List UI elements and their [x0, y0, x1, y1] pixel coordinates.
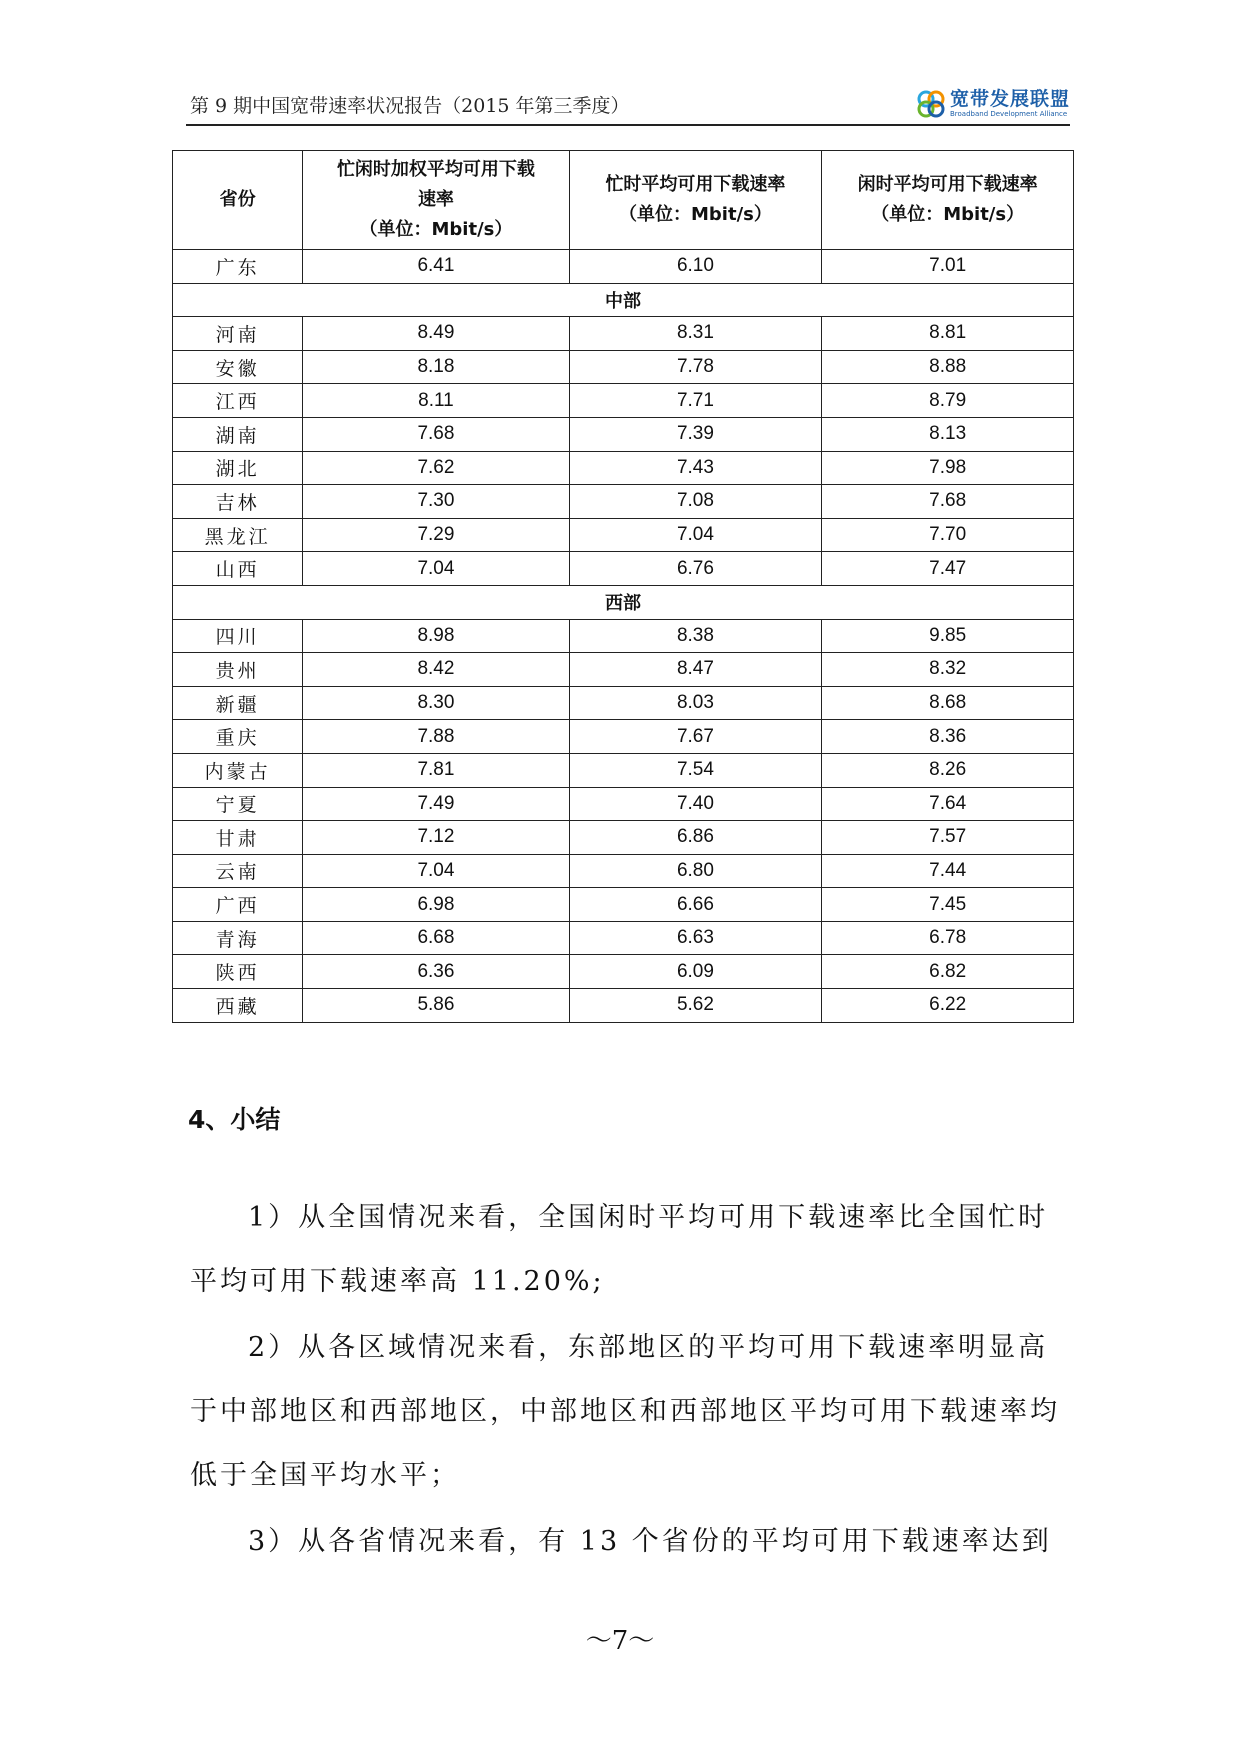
province-cell: 河南	[173, 317, 303, 351]
weighted-speed-cell: 7.88	[303, 720, 569, 754]
idle-speed-cell: 9.85	[822, 619, 1074, 653]
province-cell: 四川	[173, 619, 303, 653]
weighted-speed-cell: 8.30	[303, 686, 569, 720]
idle-speed-cell: 8.26	[822, 753, 1074, 787]
logo-english-name: Broadband Development Alliance	[949, 110, 1068, 118]
table-row	[173, 921, 1074, 955]
weighted-speed-cell: 8.42	[303, 653, 569, 687]
weighted-speed-cell: 7.04	[303, 854, 569, 888]
province-cell: 甘肃	[173, 821, 303, 855]
busy-speed-cell: 8.47	[569, 653, 822, 687]
idle-speed-cell: 7.98	[822, 451, 1074, 485]
idle-speed-cell: 6.78	[822, 921, 1074, 955]
busy-speed-cell: 6.10	[569, 250, 822, 284]
table-row	[173, 518, 1074, 552]
table-header-row	[173, 151, 1074, 250]
province-cell: 陕西	[173, 955, 303, 989]
table-row	[173, 250, 1074, 284]
region-label: 中部	[173, 283, 1074, 317]
weighted-speed-cell: 7.30	[303, 485, 569, 519]
idle-speed-cell: 7.70	[822, 518, 1074, 552]
weighted-speed-cell: 7.29	[303, 518, 569, 552]
province-cell: 内蒙古	[173, 753, 303, 787]
page-number: ～7～	[585, 1626, 655, 1656]
busy-speed-cell: 6.76	[569, 552, 822, 586]
idle-speed-cell: 8.32	[822, 653, 1074, 687]
table-row	[173, 350, 1074, 384]
idle-speed-cell: 7.45	[822, 888, 1074, 922]
table-row	[173, 417, 1074, 451]
weighted-speed-cell: 7.49	[303, 787, 569, 821]
table-row	[173, 485, 1074, 519]
table-row	[173, 787, 1074, 821]
table-row	[173, 720, 1074, 754]
column-header-idle: 闲时平均可用下载速率 （单位：Mbit/s）	[822, 151, 1074, 250]
weighted-speed-cell: 8.98	[303, 619, 569, 653]
busy-speed-cell: 7.78	[569, 350, 822, 384]
province-cell: 湖南	[173, 417, 303, 451]
weighted-speed-cell: 7.68	[303, 417, 569, 451]
busy-speed-cell: 7.67	[569, 720, 822, 754]
table-row	[173, 854, 1074, 888]
idle-speed-cell: 8.36	[822, 720, 1074, 754]
table-row	[173, 653, 1074, 687]
busy-speed-cell: 6.63	[569, 921, 822, 955]
weighted-speed-cell: 7.62	[303, 451, 569, 485]
region-row	[173, 585, 1074, 619]
weighted-speed-cell: 6.68	[303, 921, 569, 955]
table-row	[173, 384, 1074, 418]
busy-speed-cell: 7.39	[569, 417, 822, 451]
busy-speed-cell: 7.04	[569, 518, 822, 552]
table-row	[173, 619, 1074, 653]
busy-speed-cell: 6.80	[569, 854, 822, 888]
weighted-speed-cell: 7.12	[303, 821, 569, 855]
busy-speed-cell: 5.62	[569, 989, 822, 1023]
busy-speed-cell: 6.09	[569, 955, 822, 989]
busy-speed-cell: 7.71	[569, 384, 822, 418]
busy-speed-cell: 7.08	[569, 485, 822, 519]
busy-speed-cell: 8.03	[569, 686, 822, 720]
idle-speed-cell: 8.13	[822, 417, 1074, 451]
idle-speed-cell: 7.47	[822, 552, 1074, 586]
table-row	[173, 686, 1074, 720]
province-cell: 贵州	[173, 653, 303, 687]
busy-speed-cell: 6.66	[569, 888, 822, 922]
weighted-speed-cell: 6.41	[303, 250, 569, 284]
busy-speed-cell: 7.40	[569, 787, 822, 821]
province-cell: 新疆	[173, 686, 303, 720]
idle-speed-cell: 8.68	[822, 686, 1074, 720]
idle-speed-cell: 7.64	[822, 787, 1074, 821]
idle-speed-cell: 6.22	[822, 989, 1074, 1023]
weighted-speed-cell: 8.18	[303, 350, 569, 384]
weighted-speed-cell: 6.98	[303, 888, 569, 922]
table-row	[173, 955, 1074, 989]
section-title: 4、小结	[188, 1105, 281, 1134]
province-cell: 广西	[173, 888, 303, 922]
busy-speed-cell: 8.38	[569, 619, 822, 653]
province-cell: 江西	[173, 384, 303, 418]
province-cell: 西藏	[173, 989, 303, 1023]
busy-speed-cell: 8.31	[569, 317, 822, 351]
province-cell: 云南	[173, 854, 303, 888]
idle-speed-cell: 7.68	[822, 485, 1074, 519]
summary-paragraph-2: 2）从各区域情况来看，东部地区的平均可用下载速率明显高于中部地区和西部地区，中部地区和西部地区平均可用下载速率均低于全国平均水平；	[190, 1332, 1060, 1491]
busy-speed-cell: 7.54	[569, 753, 822, 787]
table-row	[173, 317, 1074, 351]
province-cell: 广东	[173, 250, 303, 284]
table-body	[173, 250, 1074, 1023]
speed-table	[172, 150, 1074, 1023]
table-row	[173, 753, 1074, 787]
summary-paragraph-1: 1）从全国情况来看，全国闲时平均可用下载速率比全国忙时平均可用下载速率高 11.20%;	[190, 1202, 1049, 1297]
column-header-busy: 忙时平均可用下载速率 （单位：Mbit/s）	[569, 151, 822, 250]
idle-speed-cell: 8.88	[822, 350, 1074, 384]
idle-speed-cell: 8.79	[822, 384, 1074, 418]
page-header	[186, 90, 1070, 126]
column-header-province: 省份	[173, 151, 303, 250]
idle-speed-cell: 8.81	[822, 317, 1074, 351]
idle-speed-cell: 7.57	[822, 821, 1074, 855]
column-header-weighted: 忙闲时加权平均可用下载 速率 （单位：Mbit/s）	[303, 151, 569, 250]
idle-speed-cell: 6.82	[822, 955, 1074, 989]
report-title: 第 9 期中国宽带速率状况报告（2015 年第三季度）	[190, 95, 630, 117]
busy-speed-cell: 6.86	[569, 821, 822, 855]
alliance-logo-icon	[916, 89, 946, 119]
table-row	[173, 888, 1074, 922]
table-row	[173, 821, 1074, 855]
region-row	[173, 283, 1074, 317]
weighted-speed-cell: 5.86	[303, 989, 569, 1023]
weighted-speed-cell: 8.49	[303, 317, 569, 351]
province-cell: 重庆	[173, 720, 303, 754]
weighted-speed-cell: 6.36	[303, 955, 569, 989]
province-cell: 吉林	[173, 485, 303, 519]
table-row	[173, 451, 1074, 485]
logo-chinese-name: 宽带发展联盟	[949, 88, 1070, 110]
province-cell: 山西	[173, 552, 303, 586]
table-row	[173, 989, 1074, 1023]
region-label: 西部	[173, 585, 1074, 619]
province-cell: 黑龙江	[173, 518, 303, 552]
summary-paragraph-3: 3）从各省情况来看，有 13 个省份的平均可用下载速率达到	[248, 1526, 1052, 1557]
busy-speed-cell: 7.43	[569, 451, 822, 485]
province-cell: 宁夏	[173, 787, 303, 821]
province-cell: 湖北	[173, 451, 303, 485]
weighted-speed-cell: 7.04	[303, 552, 569, 586]
idle-speed-cell: 7.01	[822, 250, 1074, 284]
province-cell: 青海	[173, 921, 303, 955]
weighted-speed-cell: 8.11	[303, 384, 569, 418]
weighted-speed-cell: 7.81	[303, 753, 569, 787]
province-cell: 安徽	[173, 350, 303, 384]
alliance-logo	[916, 88, 1070, 120]
idle-speed-cell: 7.44	[822, 854, 1074, 888]
table-row	[173, 552, 1074, 586]
